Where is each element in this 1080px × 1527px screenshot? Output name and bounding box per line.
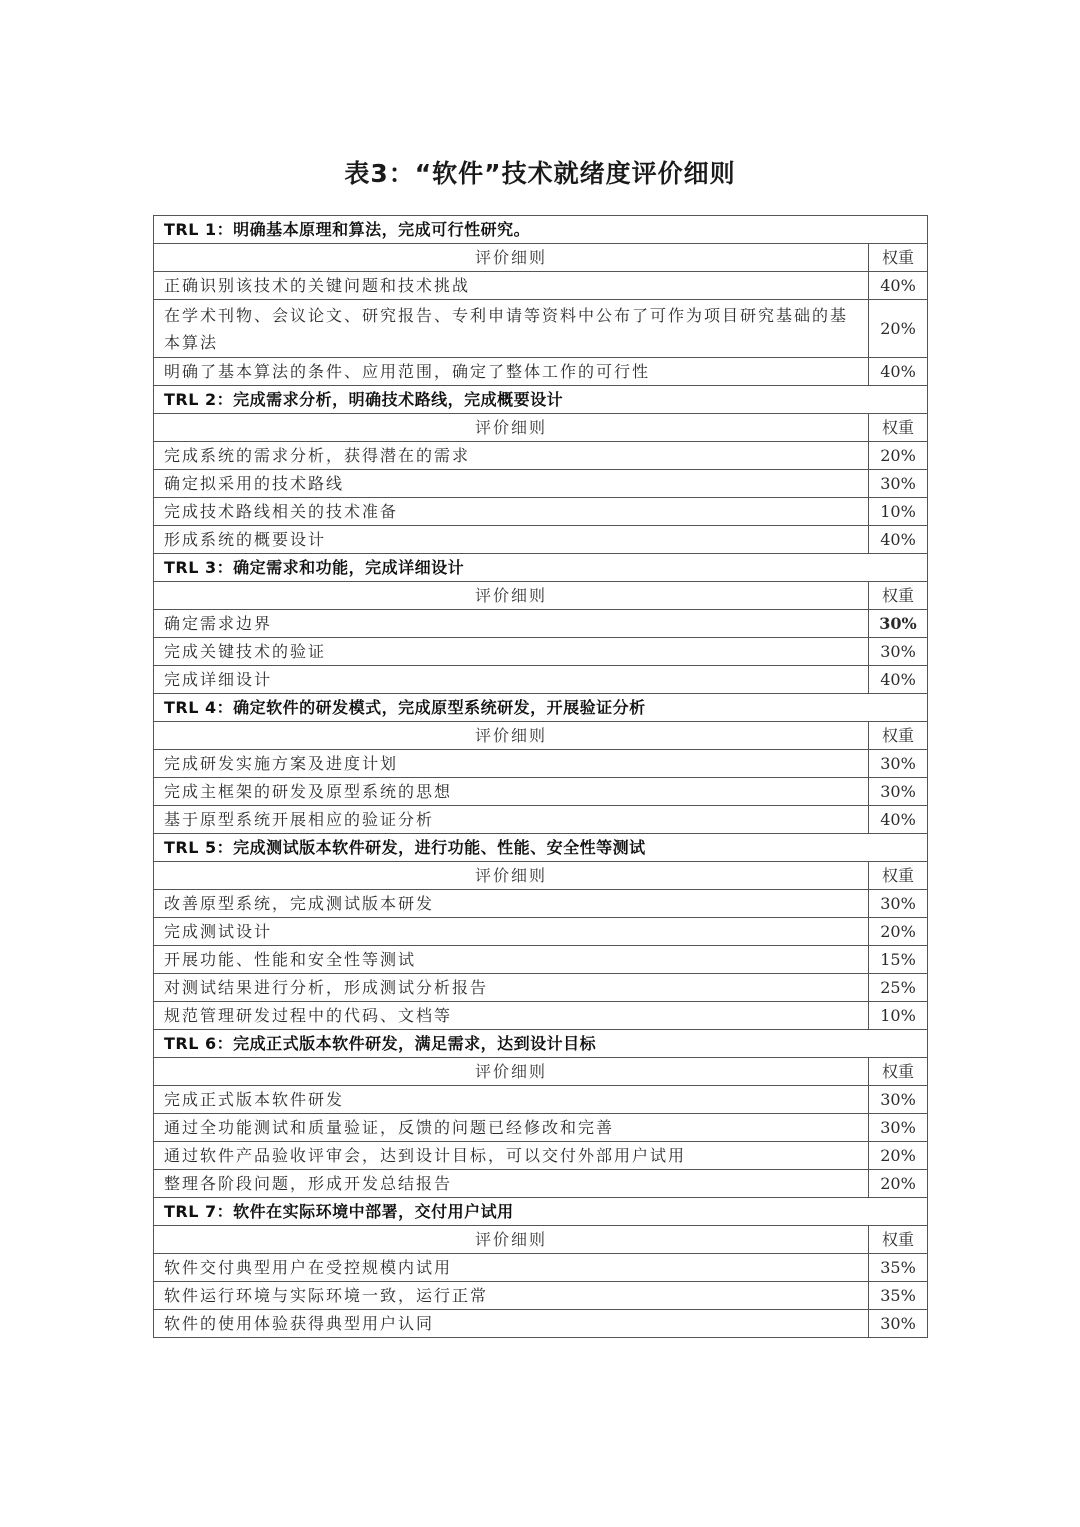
criteria-cell: 软件的使用体验获得典型用户认同 (154, 1310, 869, 1338)
criteria-cell: 对测试结果进行分析，形成测试分析报告 (154, 974, 869, 1002)
weight-cell: 20% (869, 442, 928, 470)
criteria-cell: 改善原型系统，完成测试版本研发 (154, 890, 869, 918)
criteria-header: 评价细则 (154, 1058, 869, 1086)
criteria-row (154, 750, 928, 778)
criteria-row (154, 1170, 928, 1198)
criteria-cell: 软件交付典型用户在受控规模内试用 (154, 1254, 869, 1282)
trl-evaluation-table (153, 215, 928, 1338)
weight-cell: 30% (869, 890, 928, 918)
criteria-row (154, 778, 928, 806)
criteria-header: 评价细则 (154, 582, 869, 610)
criteria-row (154, 890, 928, 918)
weight-cell: 40% (869, 526, 928, 554)
criteria-cell: 形成系统的概要设计 (154, 526, 869, 554)
weight-cell: 30% (869, 750, 928, 778)
weight-header: 权重 (869, 582, 928, 610)
criteria-cell: 通过软件产品验收评审会，达到设计目标，可以交付外部用户试用 (154, 1142, 869, 1170)
criteria-row (154, 300, 928, 358)
criteria-cell: 确定需求边界 (154, 610, 869, 638)
weight-cell: 30% (869, 1086, 928, 1114)
criteria-row (154, 946, 928, 974)
criteria-header: 评价细则 (154, 862, 869, 890)
trl-level-row (154, 554, 928, 582)
column-header-row (154, 414, 928, 442)
criteria-cell: 完成测试设计 (154, 918, 869, 946)
weight-header: 权重 (869, 1058, 928, 1086)
criteria-row (154, 272, 928, 300)
criteria-row (154, 498, 928, 526)
column-header-row (154, 582, 928, 610)
criteria-header: 评价细则 (154, 1226, 869, 1254)
weight-cell: 15% (869, 946, 928, 974)
criteria-header: 评价细则 (154, 722, 869, 750)
weight-cell: 20% (869, 918, 928, 946)
criteria-row (154, 526, 928, 554)
trl-level-title: TRL 6：完成正式版本软件研发，满足需求，达到设计目标 (154, 1030, 928, 1058)
trl-level-row (154, 1030, 928, 1058)
weight-cell: 40% (869, 666, 928, 694)
criteria-row (154, 1114, 928, 1142)
criteria-row (154, 610, 928, 638)
column-header-row (154, 244, 928, 272)
weight-cell: 30% (869, 610, 928, 638)
criteria-cell: 完成系统的需求分析，获得潜在的需求 (154, 442, 869, 470)
column-header-row (154, 1226, 928, 1254)
weight-cell: 30% (869, 778, 928, 806)
page-title: 表3：“软件”技术就绪度评价细则 (344, 159, 736, 188)
weight-cell: 40% (869, 806, 928, 834)
weight-cell: 20% (869, 1142, 928, 1170)
criteria-cell: 在学术刊物、会议论文、研究报告、专利申请等资料中公布了可作为项目研究基础的基本算法 (154, 300, 869, 358)
criteria-cell: 正确识别该技术的关键问题和技术挑战 (154, 272, 869, 300)
criteria-row (154, 974, 928, 1002)
criteria-cell: 确定拟采用的技术路线 (154, 470, 869, 498)
weight-cell: 35% (869, 1282, 928, 1310)
criteria-cell: 明确了基本算法的条件、应用范围，确定了整体工作的可行性 (154, 358, 869, 386)
trl-level-title: TRL 5：完成测试版本软件研发，进行功能、性能、安全性等测试 (154, 834, 928, 862)
criteria-cell: 软件运行环境与实际环境一致，运行正常 (154, 1282, 869, 1310)
column-header-row (154, 722, 928, 750)
weight-header: 权重 (869, 244, 928, 272)
weight-cell: 10% (869, 498, 928, 526)
weight-header: 权重 (869, 1226, 928, 1254)
criteria-row (154, 638, 928, 666)
criteria-row (154, 1086, 928, 1114)
weight-cell: 10% (869, 1002, 928, 1030)
trl-level-title: TRL 7：软件在实际环境中部署，交付用户试用 (154, 1198, 928, 1226)
criteria-cell: 通过全功能测试和质量验证，反馈的问题已经修改和完善 (154, 1114, 869, 1142)
criteria-cell: 基于原型系统开展相应的验证分析 (154, 806, 869, 834)
trl-level-title: TRL 3：确定需求和功能，完成详细设计 (154, 554, 928, 582)
trl-level-row (154, 694, 928, 722)
criteria-row (154, 470, 928, 498)
weight-cell: 35% (869, 1254, 928, 1282)
criteria-cell: 完成技术路线相关的技术准备 (154, 498, 869, 526)
criteria-row (154, 666, 928, 694)
criteria-cell: 完成研发实施方案及进度计划 (154, 750, 869, 778)
weight-cell: 20% (869, 1170, 928, 1198)
weight-cell: 30% (869, 1114, 928, 1142)
criteria-row (154, 918, 928, 946)
trl-table-body (154, 216, 928, 1338)
criteria-cell: 整理各阶段问题，形成开发总结报告 (154, 1170, 869, 1198)
criteria-row (154, 358, 928, 386)
criteria-cell: 完成正式版本软件研发 (154, 1086, 869, 1114)
column-header-row (154, 1058, 928, 1086)
criteria-header: 评价细则 (154, 414, 869, 442)
criteria-cell: 完成主框架的研发及原型系统的思想 (154, 778, 869, 806)
criteria-cell: 完成详细设计 (154, 666, 869, 694)
trl-level-title: TRL 4：确定软件的研发模式，完成原型系统研发，开展验证分析 (154, 694, 928, 722)
weight-header: 权重 (869, 722, 928, 750)
column-header-row (154, 862, 928, 890)
criteria-row (154, 442, 928, 470)
criteria-row (154, 806, 928, 834)
trl-level-row (154, 386, 928, 414)
weight-cell: 40% (869, 358, 928, 386)
criteria-row (154, 1002, 928, 1030)
criteria-cell: 完成关键技术的验证 (154, 638, 869, 666)
criteria-cell: 规范管理研发过程中的代码、文档等 (154, 1002, 869, 1030)
criteria-row (154, 1310, 928, 1338)
trl-level-row (154, 1198, 928, 1226)
weight-cell: 20% (869, 300, 928, 358)
criteria-row (154, 1142, 928, 1170)
criteria-cell: 开展功能、性能和安全性等测试 (154, 946, 869, 974)
weight-cell: 30% (869, 638, 928, 666)
weight-cell: 30% (869, 1310, 928, 1338)
weight-cell: 30% (869, 470, 928, 498)
weight-cell: 25% (869, 974, 928, 1002)
trl-level-title: TRL 2：完成需求分析，明确技术路线，完成概要设计 (154, 386, 928, 414)
weight-header: 权重 (869, 414, 928, 442)
criteria-header: 评价细则 (154, 244, 869, 272)
trl-level-title: TRL 1：明确基本原理和算法，完成可行性研究。 (154, 216, 928, 244)
criteria-row (154, 1254, 928, 1282)
weight-cell: 40% (869, 272, 928, 300)
trl-level-row (154, 216, 928, 244)
weight-header: 权重 (869, 862, 928, 890)
criteria-row (154, 1282, 928, 1310)
trl-level-row (154, 834, 928, 862)
